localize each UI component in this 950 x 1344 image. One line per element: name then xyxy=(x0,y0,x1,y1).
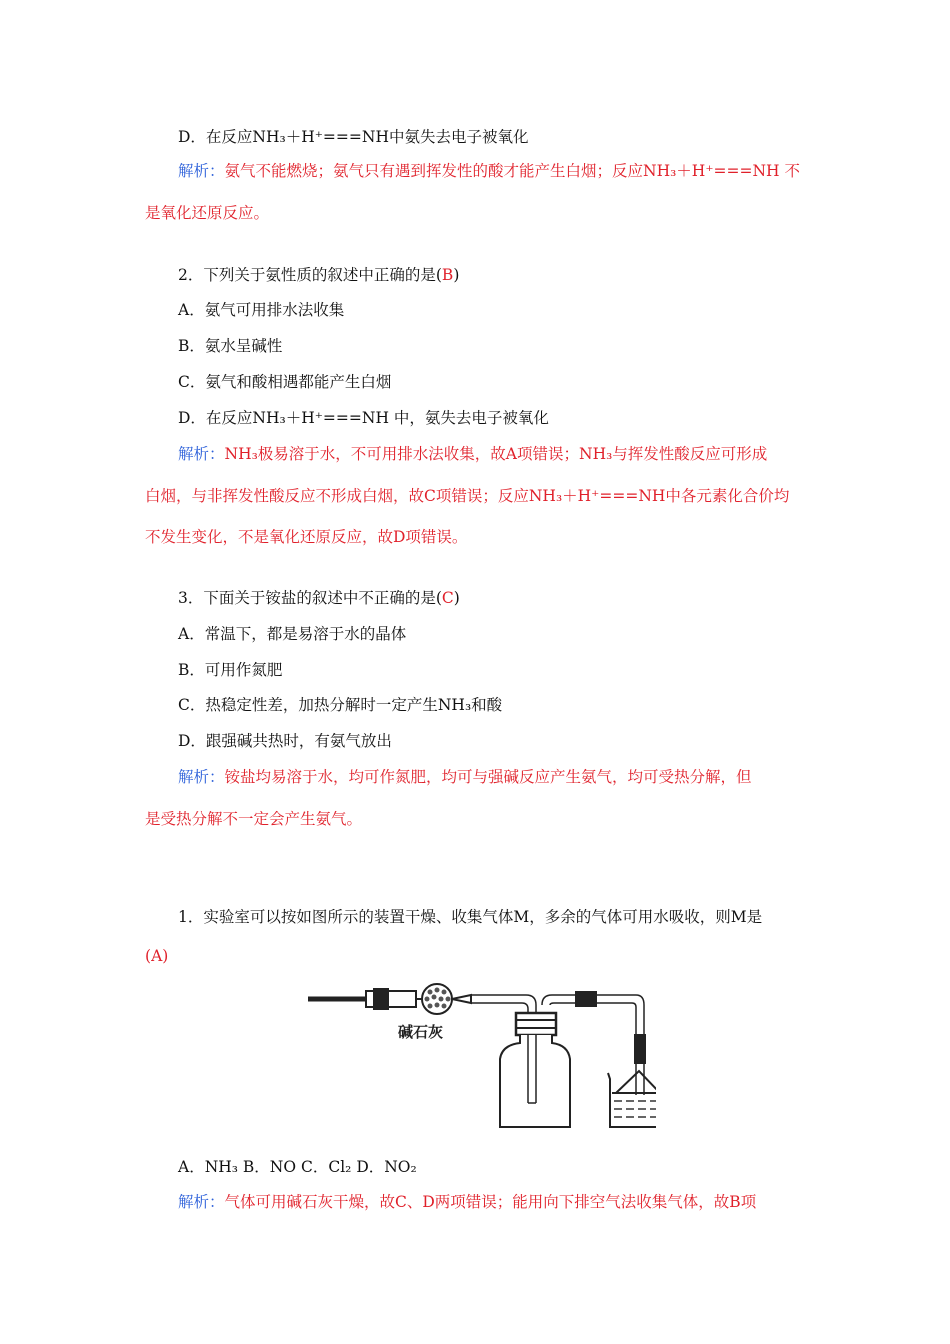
analysis-prev xyxy=(178,160,800,182)
q3-option-b: B．可用作氮肥 xyxy=(178,661,283,679)
q3-answer: C xyxy=(441,589,454,607)
q3-stem-text: 3．下面关于铵盐的叙述中不正确的是( xyxy=(178,589,442,607)
analysis-label: 解析： xyxy=(178,445,225,463)
analysis-text: NH₃极易溶于水，不可用排水法收集，故A项错误；NH₃与挥发性酸反应可形成 xyxy=(224,445,768,463)
q1b-analysis xyxy=(178,1191,756,1213)
q2-analysis xyxy=(178,443,767,465)
analysis-text: 气体可用碱石灰干燥，故C、D两项错误；能用向下排空气法收集气体，故B项 xyxy=(224,1193,757,1211)
analysis-prev-cont: 是氧化还原反应。 xyxy=(145,204,270,222)
q2-answer: B xyxy=(441,266,454,284)
analysis-label: 解析： xyxy=(178,768,225,786)
analysis-text: 铵盐均易溶于水，均可作氮肥，均可与强碱反应产生氨气，均可受热分解，但 xyxy=(224,768,752,786)
q1b-answer-line xyxy=(145,945,168,967)
q1b-answer: A xyxy=(151,947,163,965)
q2-option-c: C．氨气和酸相遇都能产生白烟 xyxy=(178,373,392,391)
q2-analysis-cont-2: 不发生变化，不是氧化还原反应，故D项错误。 xyxy=(145,528,468,546)
q3-stem xyxy=(178,587,460,609)
q2-stem xyxy=(178,264,459,286)
analysis-label: 解析： xyxy=(178,162,225,180)
q3-stem-end: ) xyxy=(453,589,460,607)
q2-stem-end: ) xyxy=(453,266,460,284)
q2-option-a: A．氨气可用排水法收集 xyxy=(178,301,345,319)
q1b-answer-close: ) xyxy=(162,947,169,965)
q3-option-d: D．跟强碱共热时，有氨气放出 xyxy=(178,732,392,750)
q1b-options: A．NH₃ B．NO C．Cl₂ D．NO₂ xyxy=(178,1158,417,1176)
q2-option-d: D．在反应NH₃＋H⁺===NH 中，氨失去电子被氧化 xyxy=(178,409,549,427)
q3-analysis-cont: 是受热分解不一定会产生氨气。 xyxy=(145,810,363,828)
q3-option-c: C．热稳定性差，加热分解时一定产生NH₃和酸 xyxy=(178,696,503,714)
option-d-prev: D．在反应NH₃＋H⁺===NH中氨失去电子被氧化 xyxy=(178,128,529,146)
figure-label: 碱石灰 xyxy=(398,1023,444,1041)
q3-analysis xyxy=(178,766,752,788)
analysis-label: 解析： xyxy=(178,1193,225,1211)
analysis-text: 氨气不能燃烧；氨气只有遇到挥发性的酸才能产生白烟；反应NH₃＋H⁺===NH 不 xyxy=(224,162,800,180)
q2-analysis-cont-1: 白烟，与非挥发性酸反应不形成白烟，故C项错误；反应NH₃＋H⁺===NH中各元素化合价均 xyxy=(145,487,790,505)
q1b-answer-open: ( xyxy=(145,947,152,965)
q3-option-a: A．常温下，都是易溶于水的晶体 xyxy=(178,625,407,643)
q1b-stem: 1．实验室可以按如图所示的装置干燥、收集气体M，多余的气体可用水吸收，则M是 xyxy=(178,908,763,926)
apparatus-figure xyxy=(306,975,656,1135)
q2-option-b: B．氨水呈碱性 xyxy=(178,337,283,355)
q2-stem-text: 2．下列关于氨性质的叙述中正确的是( xyxy=(178,266,442,284)
